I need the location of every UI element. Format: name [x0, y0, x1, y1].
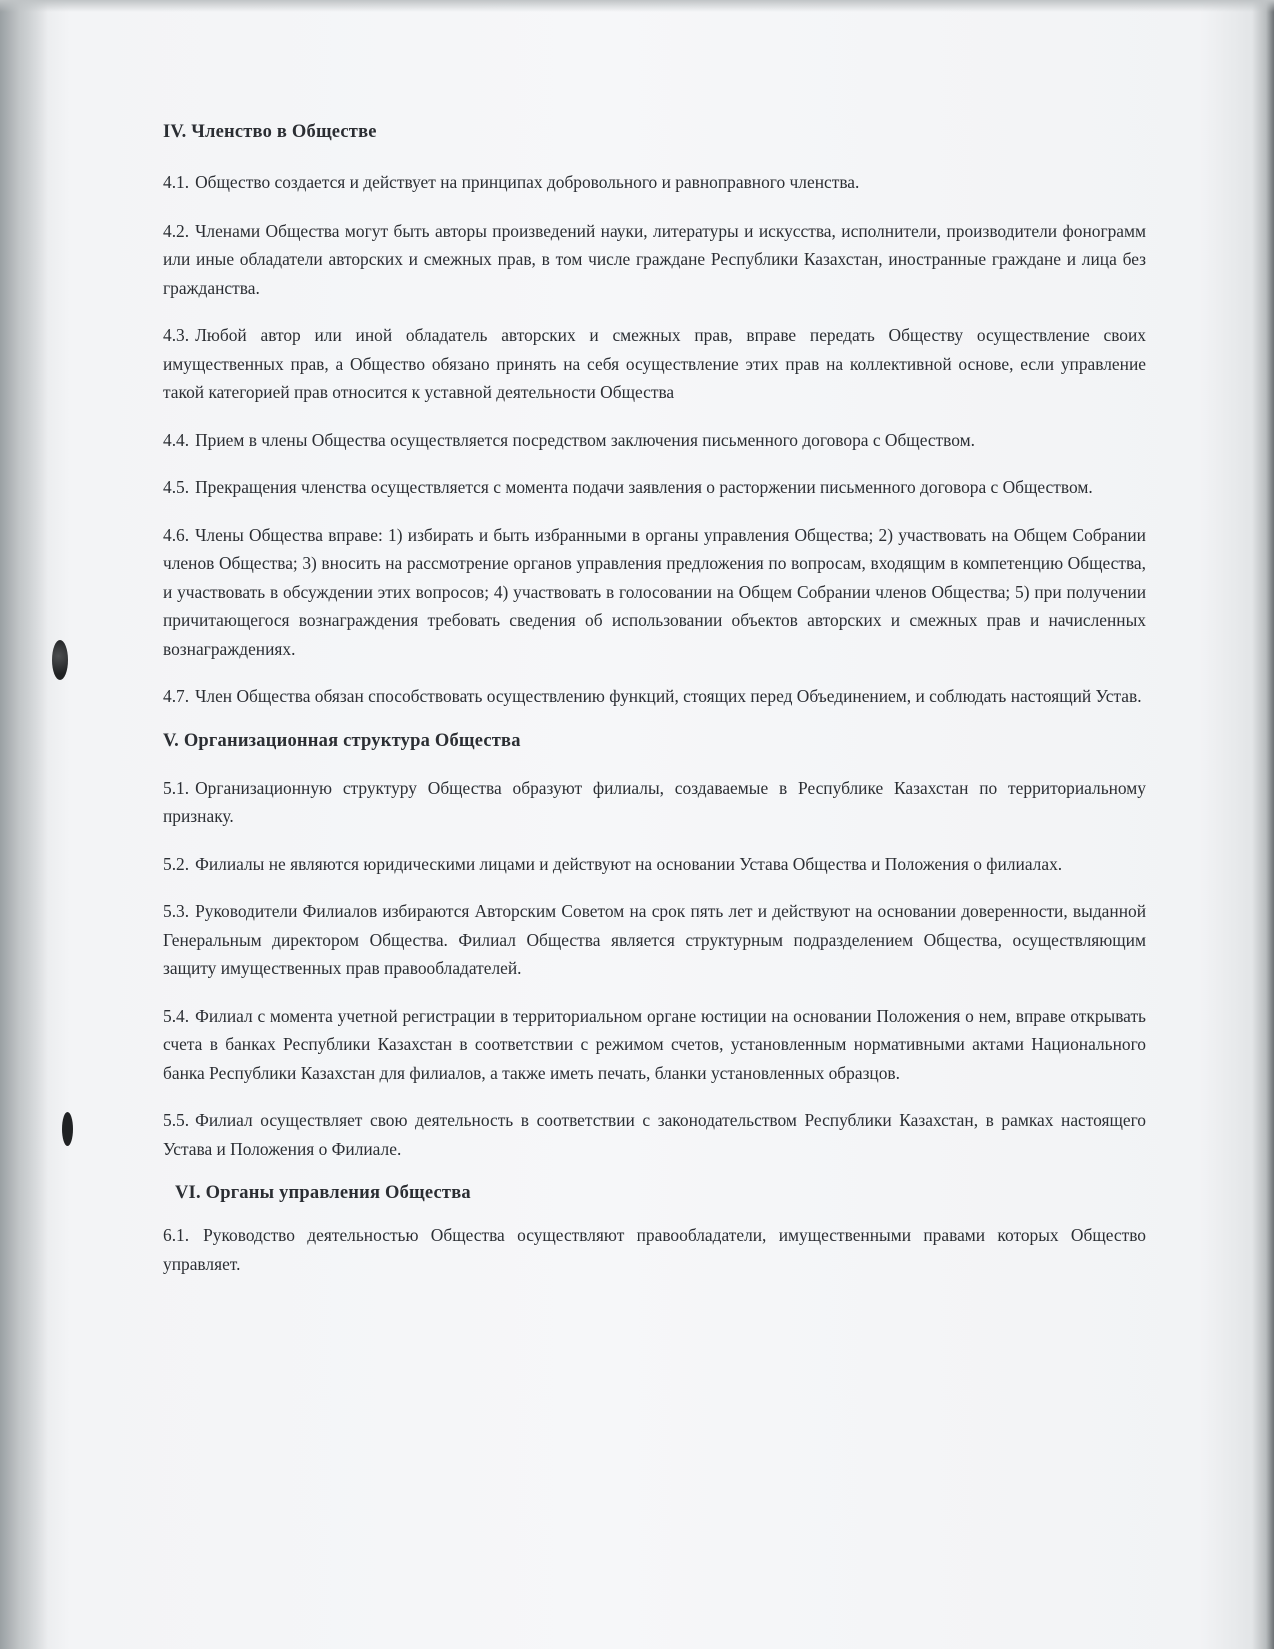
paragraph-text: Руководство деятельностью Общества осуществляют правообладатели, имущественными правами которых Общество управляет. [163, 1225, 1146, 1274]
paragraph-4-3 [163, 321, 1146, 407]
page-left-edge-shadow [0, 0, 48, 1649]
paragraph-text: Филиал осуществляет свою деятельность в соответствии с законодательством Республики Казахстан, в рамках настоящего Устава и Положения о Филиале. [163, 1110, 1146, 1159]
paragraph-number: 4.4. [163, 429, 190, 450]
paragraph-text: Прием в члены Общества осуществляется посредством заключения письменного договора с Обществом. [195, 429, 975, 450]
paragraph-text: Организационную структуру Общества образуют филиалы, создаваемые в Республике Казахстан по территориальному признаку. [163, 777, 1146, 826]
paragraph-text: Филиалы не являются юридическими лицами и действуют на основании Устава Общества и Положения о филиалах. [195, 853, 1063, 874]
paragraph-number: 4.3. [163, 325, 190, 345]
paragraph-5-2 [163, 850, 1146, 879]
paragraph-number: 4.7. [163, 686, 190, 706]
paragraph-4-2 [163, 217, 1146, 303]
section-iv [163, 118, 1146, 711]
paragraph-5-3 [163, 897, 1146, 983]
paragraph-number: 5.2. [163, 853, 190, 874]
paragraph-number: 5.1. [163, 777, 190, 798]
binder-hole-lower [62, 1112, 73, 1146]
paragraph-text: Руководители Филиалов избираются Авторским Советом на срок пять лет и действуют на основании доверенности, выданной Генеральным директором Общества. Филиал Общества является структурным подразделением Общества, осуществляющим защиту имущественных прав правообладателей. [163, 901, 1146, 978]
paragraph-number: 5.4. [163, 1005, 190, 1026]
section-v [163, 727, 1146, 1164]
paragraph-text: Любой автор или иной обладатель авторских и смежных прав, вправе передать Обществу осуществление своих имущественных прав, а Общество обязано принять на себя осуществление этих прав на коллективной основе, если управление такой категорией прав относится к уставной деятельности Общества [163, 325, 1146, 402]
paragraph-number: 4.1. [163, 172, 190, 192]
paragraph-5-1 [163, 774, 1146, 831]
paragraph-4-4 [163, 426, 1146, 455]
paragraph-text: Член Общества обязан способствовать осуществлению функций, стоящих перед Объединением, и соблюдать настоящий Устав. [195, 686, 1142, 706]
paragraph-4-7 [163, 682, 1146, 711]
section-heading: VI. Органы управления Общества [175, 1183, 471, 1203]
paragraph-number: 4.2. [163, 220, 190, 241]
paragraph-number: 5.5. [163, 1110, 190, 1130]
paragraph-text: Филиал с момента учетной регистрации в территориальном органе юстиции на основании Положения о нем, вправе открывать счета в банках Республики Казахстан в соответствии с режимом счетов, установленным нормативными актами Национального банка Республики Казахстан для филиалов, а также иметь печать, бланки установленных образцов. [163, 1005, 1146, 1083]
paragraph-number: 4.5. [163, 477, 190, 497]
paragraph-text: Прекращения членства осуществляется с момента подачи заявления о расторжении письменного договора с Обществом. [195, 477, 1093, 497]
paragraph-6-1 [163, 1221, 1146, 1278]
paragraph-text: Общество создается и действует на принципах добровольного и равноправного членства. [195, 172, 860, 192]
section-heading: V. Организационная структура Общества [163, 730, 521, 751]
paragraph-5-5 [163, 1106, 1146, 1163]
page-right-edge-shadow [1252, 0, 1274, 1649]
paragraph-4-5 [163, 473, 1146, 502]
section-vi [163, 1179, 1146, 1278]
section-heading: IV. Членство в Обществе [163, 122, 377, 142]
paragraph-5-4 [163, 1002, 1146, 1088]
page-top-edge-shadow [0, 0, 1274, 12]
paragraph-number: 6.1. [163, 1225, 190, 1245]
paragraph-text: Членами Общества могут быть авторы произведений науки, литературы и искусства, исполнители, производители фонограмм или иные обладатели авторских и смежных прав, в том числе граждане Республики Казахстан, иностранные граждане и лица без гражданства. [163, 220, 1146, 298]
document-page [163, 118, 1146, 1278]
paragraph-4-6 [163, 521, 1146, 664]
paragraph-number: 5.3. [163, 901, 190, 921]
paragraph-4-1 [163, 168, 1146, 197]
paragraph-number: 4.6. [163, 524, 190, 545]
paragraph-text: Члены Общества вправе: 1) избирать и быть избранными в органы управления Общества; 2) участвовать на Общем Собрании членов Общества; 3) вносить на рассмотрение органов управления предложения по вопросам, входящим в компетенцию Общества, и участвовать в обсуждении этих вопросов; 4) участвовать в голосовании на Общем Собрании членов Общества; 5) при получении причитающегося вознаграждения требовать сведения об использовании объектов авторских и смежных прав и начисленных вознаграждениях. [163, 524, 1146, 659]
binder-hole-upper [52, 640, 68, 680]
